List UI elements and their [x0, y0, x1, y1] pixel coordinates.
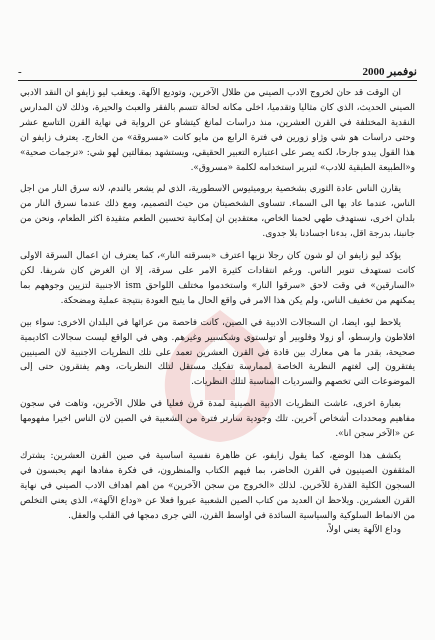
paragraph: يلاحظ ليو، ايضا، ان السجالات الادبية في الصين، كانت فاحصة من عرائها في البلدان الاخرى: سواء بين افلاطون وارسطو، أو زولا وفلوبير أو تولستوي وشكسبير وغيرهم. وهي في الواقع ليست سجالات اكاديمية صحيحة، بقدر ما هي معارك بين قادة في القرن العشرين تعمد على تلك النظريات الاجنبية لان الصينيين يفتقرون إلى لغتهم النظرية الخاصة لممارسة تفكيك مستقل لتلك النظريات، وهم يفتقرون حتى إلى الموضوعات التي تخصهم والسرديات المناسبة لتلك النظريات. [20, 317, 415, 388]
page-header [18, 62, 417, 78]
paragraph: يقارن الناس عادة الثوري بشخصية بروميثيوس الاسطورية، الذي لم يشعر بالندم، لانه سرق النار من اجل الناس، عندما عاد بها الى السماء. تتساوى الشخصيتان من حيث التصميم، ومع ذلك عندما نسرق النار من بلدان اخرى، نستهدف طهي لحمنا الخاص، معتقدين ان إمكانية تحسين الطعم متقيدة اكثر الطعام، ونحن من جانبنا، بدرجة اقل، بدءنا اجسادنا بلا جدوى. [20, 184, 415, 240]
article-body [20, 86, 415, 538]
page-number: - [18, 66, 22, 78]
paragraph: يؤكد ليو زايفو ان لو شون كان رجلا نزيها اعترف «بسرقته النار»، كما يعترف ان اعمال السرقة الاولى كانت تستهدف تنوير الناس. ورغم انتقادات كثيرة الامر على سرقة، إلا ان الغرض كان شريفا. لكن «السارقين» في وقت لاحق «سرقوا النار» واستخدموا مختلف اللواحق ism الاجنبية لتزيين وجوههم بما يمكنهم من تخفيف الناس، ولم يكن هذا الامر في واقع الحال ما يتيح العودة بنتيجة عملية ومضحكة. [20, 251, 415, 306]
paragraph: يكشف هذا الوضع، كما يقول زايفو، عن ظاهرة نفسية اساسية في صين القرن العشرين: يشترك المثقفون الصينيون في القرن الحاضر، بما فيهم الكتاب والمنظرون، في فكرة مفادها انهم يحبسون في السجون الكلية القذرة للآخرين. لذلك «الخروج من سجن الآخرين» من اهم اهداف الادب الصيني في نهاية القرن العشرين. ويلاحظ ان العديد من كتاب الصين الشعبية عبروا فعلا عن «وداع الآلهة»، الذي يعني التخلص من الانماط السلوكية والسياسية السائدة في اواسط القرن، التي جرى دمجها في القلب والعقل. [20, 450, 415, 521]
paragraph: بعبارة اخرى، عاشت النظريات الادبية الصينية لمدة قرن فعليا في ظلال الآخرين، وتاهت في سجون مفاهيم ومحددات أشخاص آخرين. تلك وجودية سارتر فترة من الشعبية في الصين لان الناس اخيرا مفهومها عن «الآخر سجن انا». [20, 399, 415, 440]
paragraph: وداع الآلهة يعني اولاً، [325, 525, 401, 536]
header-rule [18, 80, 417, 81]
issue-date: نوفمبر 2000 [362, 66, 417, 78]
paragraph: ان الوقت قد حان لخروج الادب الصيني من ظلال الآخرين، وتوديع الآلهة. ويعقب ليو زايفو ان النقد الادبي الصيني الحديث، الذي كان مثاليا وتقدميا، اخلى مكانه لحالة تتسم بالفقر والعبث والحيرة، وذلك لان المدارس النقدية المختلفة في القرن العشرين، منذ دراسات لمانغ كيتشاو عن الرواية في نهاية القرن التاسع عشر وحتى دراسات هو شي وژاو زورين في فترة الرابع من مايو كانت «مسروقة» من الخارج. يعترف زايفو ان هذا القول يبدو جارحا، لكنه يصر على اعتباره التعبير الحقيقي، ويستشهد بمقالتين لهو شي: «ترجمات صحية» و«الطبيعة الطبقية للادب» لتبرير استخدامه لكلمة «مسروق». [20, 88, 415, 173]
